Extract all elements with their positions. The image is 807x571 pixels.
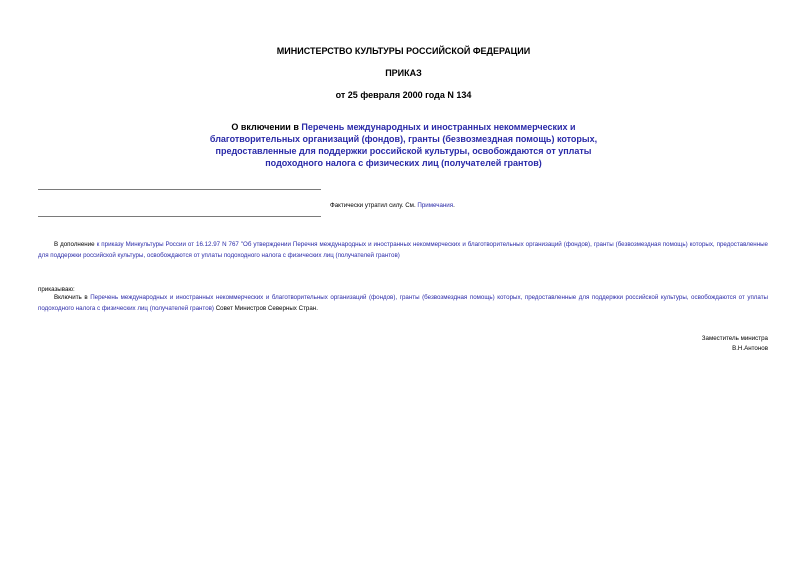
order-suffix: Совет Министров Северных Стран. — [213, 305, 318, 312]
list-link[interactable]: Перечень международных и иностранных некоммерческих и благотворительных организаций (фондов), гранты (безвозмездная помощь) которых, предоставленные для поддержки российской культуры, освобождаются от уплаты подоходного налога с физических лиц (получателей грантов) — [38, 294, 768, 312]
divider-bottom — [38, 216, 321, 217]
heading-prefix: О включении в — [231, 122, 302, 132]
signature-position: Заместитель министра — [701, 335, 768, 342]
order-word: приказываю: — [38, 286, 75, 293]
preamble-prefix: В дополнение — [54, 241, 97, 248]
status-note-prefix: Фактически утратил силу. См. — [330, 202, 418, 209]
document-date-number: от 25 февраля 2000 года N 134 — [335, 90, 472, 100]
heading-list-link[interactable]: Перечень международных и иностранных некоммерческих и благотворительных организаций (фондов), гранты (безвозмездная помощь) которых, предоставленные для поддержки российской культуры, освобождаются от уплаты подоходного налога с физических лиц (получателей грантов) — [209, 122, 598, 168]
status-note-suffix: . — [453, 202, 455, 209]
preamble-paragraph — [38, 239, 768, 261]
ministry-title: МИНИСТЕРСТВО КУЛЬТУРЫ РОССИЙСКОЙ ФЕДЕРАЦИИ — [276, 46, 531, 56]
order-paragraph — [38, 292, 768, 314]
prior-order-link[interactable]: к приказу Минкультуры России от 16.12.97 N 767 "Об утверждении Перечня международных и иностранных некоммерческих и благотворительных организаций (фондов), гранты (безвозмездная помощь) которых, предоставленные для поддержки российской культуры, освобождаются от уплаты подоходного налога с физических лиц (получателей грантов) — [38, 241, 768, 259]
order-prefix: Включить в — [54, 294, 91, 301]
signature-name: В.Н.Антонов — [732, 345, 768, 352]
document-heading — [200, 121, 607, 169]
document-type: ПРИКАЗ — [385, 68, 422, 78]
divider-top — [38, 189, 321, 190]
notes-link[interactable]: Примечания — [417, 202, 454, 209]
status-note — [330, 202, 570, 209]
